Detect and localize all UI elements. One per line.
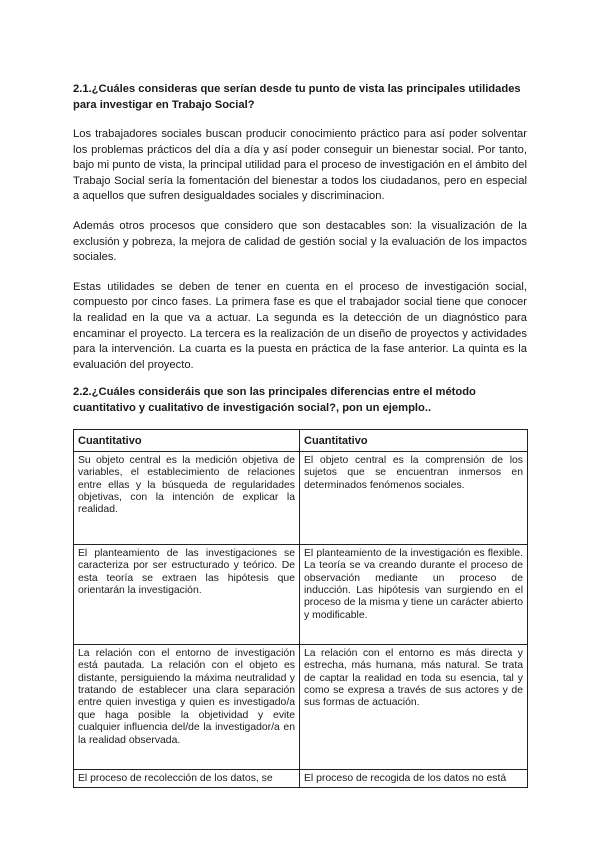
table-row: [74, 544, 528, 644]
table-row: [74, 451, 528, 544]
table-cell: Su objeto central es la medición objetiva de variables, el establecimiento de relaciones entre ellas y la búsqueda de regularidades objetivas, con la intención de explicar la realidad.: [74, 451, 300, 544]
column-header-right: Cuantitativo: [300, 430, 528, 451]
table-cell: El planteamiento de la investigación es flexible. La teoría se va creando durante el proceso de observación mediante un proceso de inducción. Las hipótesis van surgiendo en el proceso de la misma y tiene un carácter abierto y modificable.: [300, 544, 528, 644]
table-cell: El objeto central es la comprensión de los sujetos que se encuentran inmersos en determinados fenómenos sociales.: [300, 451, 528, 544]
paragraph-1: Los trabajadores sociales buscan producir conocimiento práctico para así poder solventar los problemas prácticos del día a día y así poder conseguir un bienestar social. Por tanto, bajo mi punto de vista, la principal utilidad para el proceso de investigación en el ámbito del Trabajo Social sería la fomentación del bienestar a todos los ciudadanos, pero en especial a aquellos que sufren desigualdades sociales y discriminacion.: [73, 128, 527, 203]
column-header-left: Cuantitativo: [74, 430, 300, 451]
paragraph-2: Además otros procesos que considero que son destacables son: la visualización de la exclusión y pobreza, la mejora de calidad de gestión social y la evaluación de los impactos sociales.: [73, 219, 527, 264]
document-content: [73, 82, 527, 788]
table-cell: El proceso de recogida de los datos no está: [300, 769, 528, 787]
table-cell: El proceso de recolección de los datos, se: [74, 769, 300, 787]
table-cell: La relación con el entorno es más directa y estrecha, más humana, más natural. Se trata de captar la realidad en toda su esencia, tal y como se expresa a través de sus actores y de sus formas de actuación.: [300, 644, 528, 769]
table-cell: El planteamiento de las investigaciones se caracteriza por ser estructurado y teórico. De esta teoría se extraen las hipótesis que orientarán la investigación.: [74, 544, 300, 644]
question-2-2-heading: 2.2.¿Cuáles consideráis que son las principales diferencias entre el método cuantitativo y cualitativo de investigación social?, pon un ejemplo..: [73, 386, 476, 414]
table-row: [74, 644, 528, 769]
table-row: [74, 769, 528, 787]
question-2-1-heading: 2.1.¿Cuáles consideras que serían desde tu punto de vista las principales utilidades para investigar en Trabajo Social?: [73, 83, 521, 111]
table-header-row: [74, 430, 528, 451]
comparison-table: [73, 429, 528, 787]
table-cell: La relación con el entorno de investigación está pautada. La relación con el objeto es distante, persiguiendo la máxima neutralidad y tratando de establecer una clara separación entre quien investiga y quien es investigado/a que haga posible la objetividad y evite cualquier influencia del/de la investigador/a en la realidad observada.: [74, 644, 300, 769]
paragraph-3: Estas utilidades se deben de tener en cuenta en el proceso de investigación social, compuesto por cinco fases. La primera fase es que el trabajador social tiene que conocer la realidad en la que va a actuar. La segunda es la detección de un diagnóstico para encaminar el proyecto. La tercera es la realización de un diseño de proyectos y actividades para la intervención. La cuarta es la puesta en práctica de la fase anterior. La quinta es la evaluación del proyecto.: [73, 280, 527, 371]
